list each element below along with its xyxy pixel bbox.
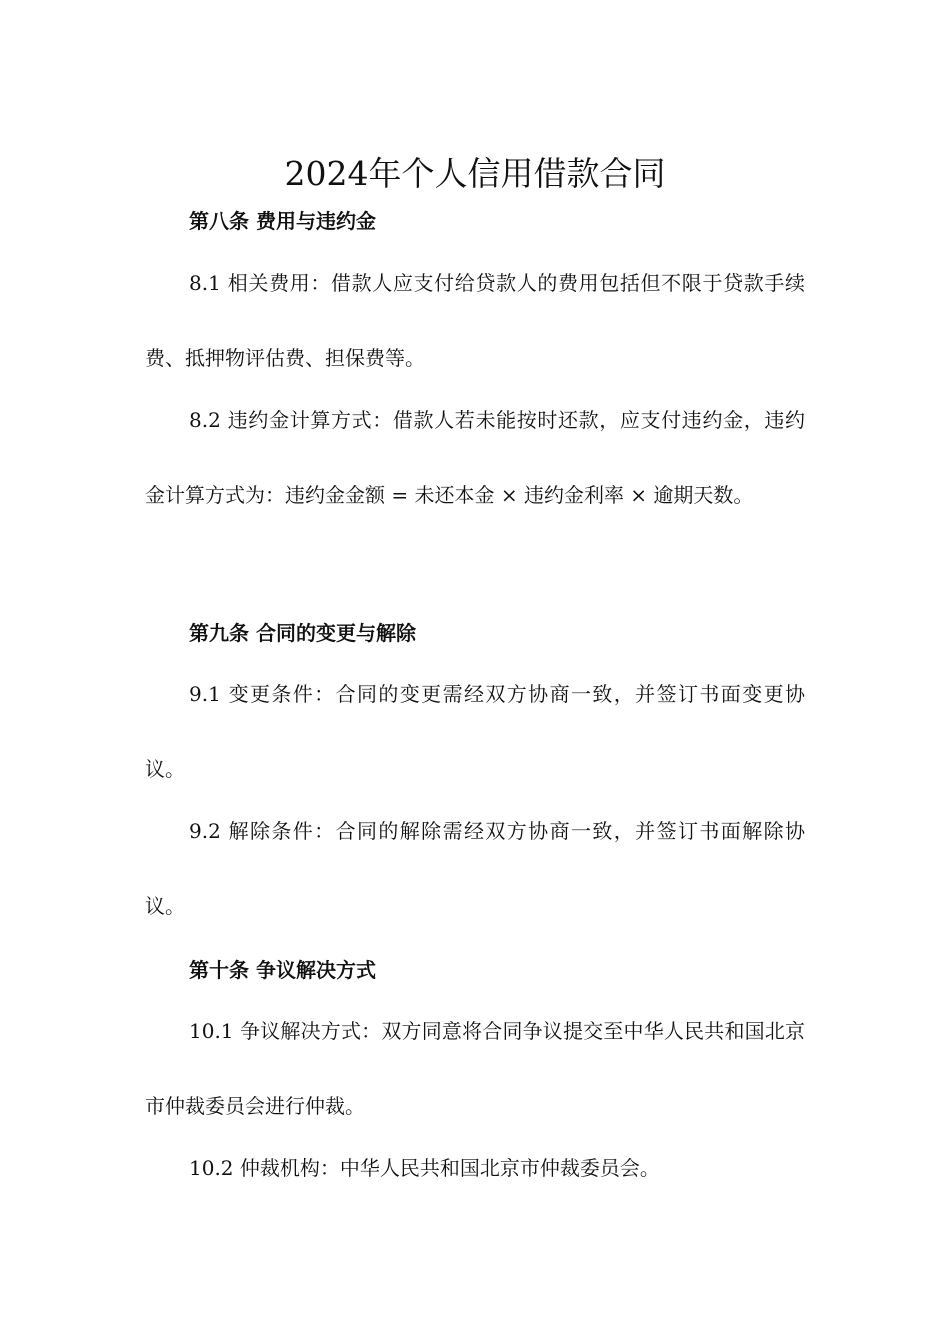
- section-heading-8: 第八条 费用与违约金: [189, 209, 376, 233]
- clause-10-2: 10.2 仲裁机构：中华人民共和国北京市仲裁委员会。: [189, 1156, 660, 1180]
- clause-10-1: 10.1 争议解决方式：双方同意将合同争议提交至中华人民共和国北京市仲裁委员会进行仲裁。: [145, 1019, 805, 1118]
- clause-8-2: 8.2 违约金计算方式：借款人若未能按时还款，应支付违约金，违约金计算方式为：违约金金额 = 未还本金 × 违约金利率 × 逾期天数。: [145, 408, 805, 507]
- clause-9-2: 9.2 解除条件：合同的解除需经双方协商一致，并签订书面解除协议。: [145, 819, 805, 918]
- section-heading-9: 第九条 合同的变更与解除: [189, 621, 416, 645]
- section-heading-10: 第十条 争议解决方式: [189, 958, 376, 982]
- clause-8-1: 8.1 相关费用：借款人应支付给贷款人的费用包括但不限于贷款手续费、抵押物评估费、担保费等。: [145, 271, 805, 370]
- clause-9-1: 9.1 变更条件：合同的变更需经双方协商一致，并签订书面变更协议。: [145, 682, 805, 781]
- document-title: 2024年个人信用借款合同: [284, 154, 666, 194]
